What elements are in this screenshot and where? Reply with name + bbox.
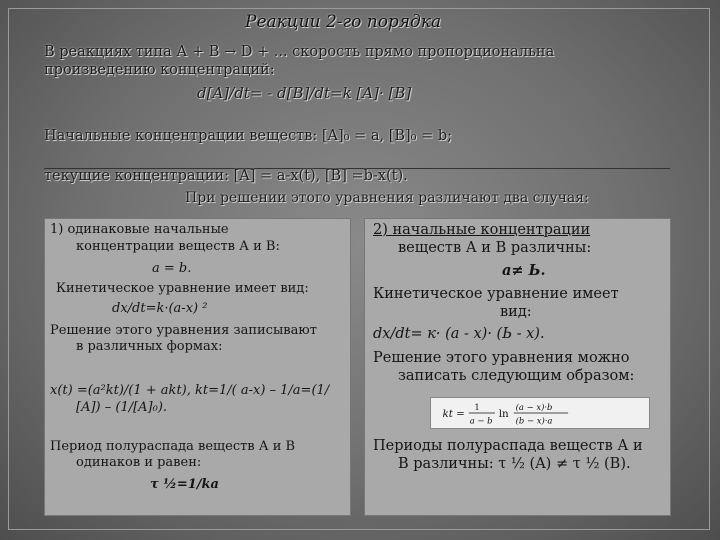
case1-box bbox=[44, 218, 351, 516]
two-cases-text: При решении этого уравнения различают два случая: bbox=[185, 190, 589, 206]
case2-halflife-2: В различны: τ ½ (A) ≠ τ ½ (B). bbox=[398, 456, 631, 472]
case2-equation: dx/dt= к· (а - х)· (Ь - х). bbox=[373, 326, 545, 342]
initial-concentrations: Начальные концентрации веществ: [A]₀ = a, [B]₀ = b; bbox=[44, 128, 453, 144]
svg-text:(b − x)·a: (b − x)·a bbox=[515, 415, 553, 426]
case2-solution-2: записать следующим образом: bbox=[398, 368, 635, 384]
svg-text:ln: ln bbox=[498, 407, 509, 420]
case1-halflife-2: одинаков и равен: bbox=[76, 455, 202, 470]
svg-text:(a − x)·b: (a − x)·b bbox=[515, 402, 553, 413]
rate-equation: d[A]/dt= - d[B]/dt=k [A]· [B] bbox=[197, 84, 412, 102]
svg-text:kt =: kt = bbox=[442, 407, 465, 420]
case1-solution-2: в различных формах: bbox=[76, 339, 223, 354]
case1-heading-2: концентрации веществ А и В: bbox=[76, 239, 280, 254]
case2-heading-1: 2) начальные концентрации bbox=[373, 222, 591, 238]
case1-form-2: [A]) – (1/[A]₀). bbox=[76, 400, 168, 415]
case1-form-1: x(t) =(a²kt)/(1 + akt), kt=1/( a-x) – 1/a=(1/ bbox=[50, 383, 330, 398]
svg-text:1: 1 bbox=[474, 402, 480, 413]
slide-title: Реакции 2-го порядка bbox=[245, 12, 442, 32]
case2-kinetic-2: вид: bbox=[500, 304, 532, 320]
case2-condition: a≠ Ь. bbox=[502, 262, 546, 279]
current-concentrations: текущие концентрации: [A] = a-x(t), [B] =b-x(t). bbox=[44, 168, 408, 184]
case2-heading-2: веществ А и В различны: bbox=[398, 240, 592, 256]
case2-solution-1: Решение этого уравнения можно bbox=[373, 350, 630, 366]
intro-line-1: В реакциях типа А + В → D + ... скорость прямо пропорциональна bbox=[44, 44, 555, 60]
case1-solution-1: Решение этого уравнения записывают bbox=[50, 323, 317, 338]
svg-text:a − b: a − b bbox=[469, 415, 493, 426]
case1-heading-1: 1) одинаковые начальные bbox=[50, 222, 229, 237]
intro-line-2: произведению концентраций: bbox=[44, 62, 275, 78]
case2-kinetic-1: Кинетическое уравнение имеет bbox=[373, 286, 619, 302]
case1-equation: dx/dt=k·(a-x) ² bbox=[112, 301, 208, 316]
case1-condition: a = b. bbox=[152, 261, 192, 276]
case2-halflife-1: Периоды полураспада веществ А и bbox=[373, 438, 643, 454]
case1-halflife-eq: τ ½=1/ka bbox=[150, 477, 219, 492]
case1-halflife-1: Период полураспада веществ А и В bbox=[50, 439, 296, 454]
case1-kinetic-text: Кинетическое уравнение имеет вид: bbox=[56, 281, 309, 296]
case2-formula-image bbox=[430, 397, 650, 429]
